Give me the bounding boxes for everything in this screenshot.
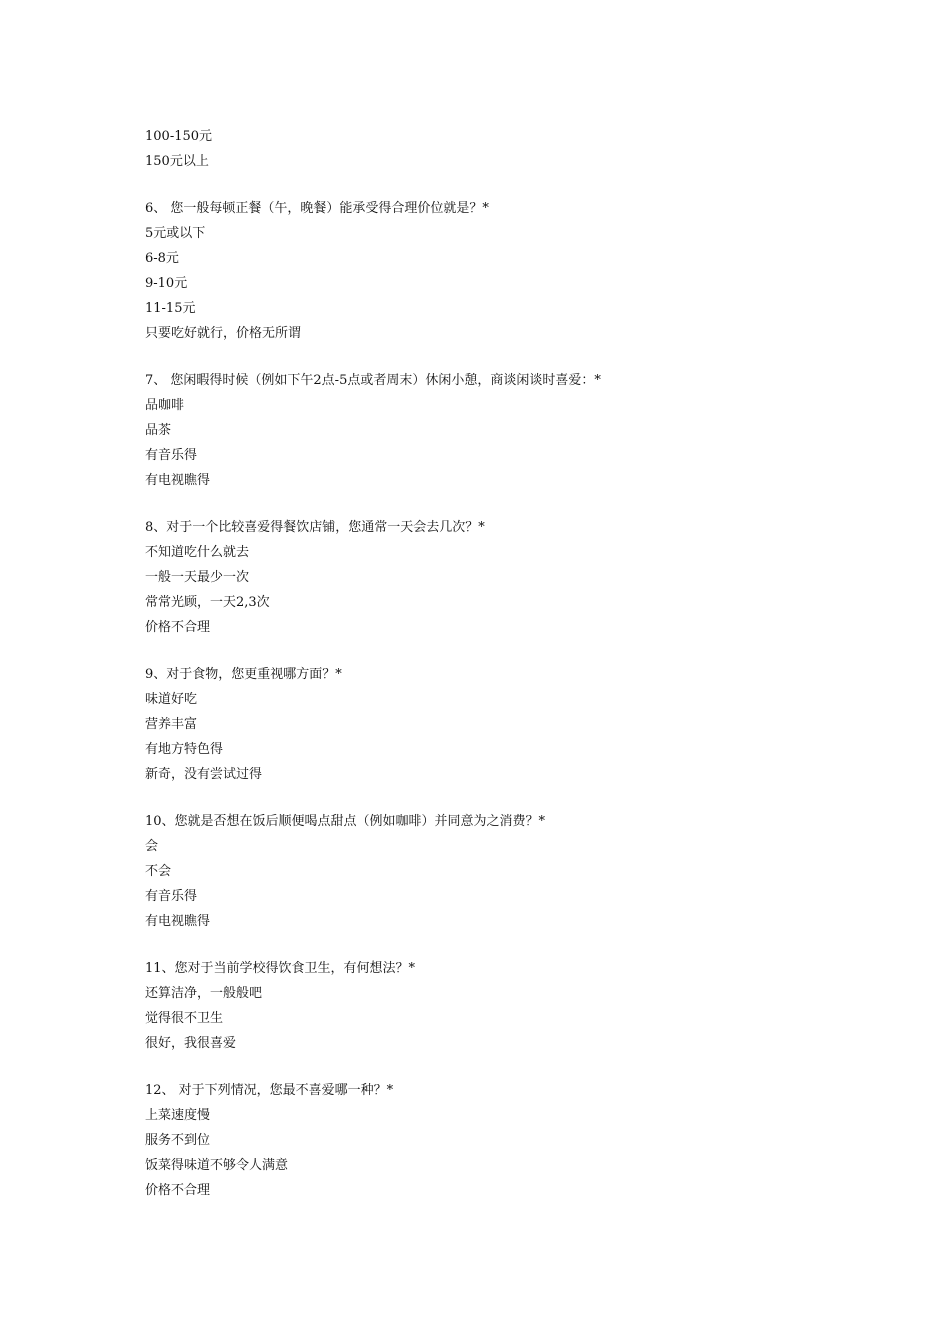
option-item: 有音乐得	[145, 889, 198, 904]
option-item: 品茶	[145, 423, 172, 438]
question-title: 7、 您闲暇得时候（例如下午2点-5点或者周末）休闲小憩，商谈闲谈时喜爱：*	[145, 373, 601, 388]
option-item: 不会	[145, 864, 172, 879]
question-title: 12、 对于下列情况，您最不喜爱哪一种？*	[145, 1083, 394, 1098]
option-item: 只要吃好就行，价格无所谓	[145, 326, 302, 341]
option-item: 有电视瞧得	[145, 473, 211, 488]
question-11	[145, 956, 845, 1056]
option-item: 11-15元	[145, 301, 196, 316]
option-item: 很好，我很喜爱	[145, 1036, 237, 1051]
question-9	[145, 662, 845, 787]
option-item: 新奇，没有尝试过得	[145, 767, 263, 782]
question-12	[145, 1078, 845, 1203]
option-item: 价格不合理	[145, 620, 211, 635]
option-item: 9-10元	[145, 276, 188, 291]
questionnaire-body	[145, 124, 845, 1203]
question-title: 9、对于食物，您更重视哪方面？*	[145, 667, 342, 682]
option-item: 有电视瞧得	[145, 914, 211, 929]
option-item: 会	[145, 839, 159, 854]
option-item: 一般一天最少一次	[145, 570, 250, 585]
option-item: 味道好吃	[145, 692, 198, 707]
continuation-block	[145, 124, 845, 174]
option-item: 营养丰富	[145, 717, 198, 732]
option-item: 价格不合理	[145, 1183, 211, 1198]
option-item: 上菜速度慢	[145, 1108, 211, 1123]
option-item: 100-150元	[145, 129, 213, 144]
question-6	[145, 196, 845, 346]
question-7	[145, 368, 845, 493]
option-item: 觉得很不卫生	[145, 1011, 224, 1026]
question-10	[145, 809, 845, 934]
question-title: 10、您就是否想在饭后顺便喝点甜点（例如咖啡）并同意为之消费？*	[145, 814, 546, 829]
option-item: 有地方特色得	[145, 742, 224, 757]
option-item: 品咖啡	[145, 398, 185, 413]
option-item: 饭菜得味道不够令人满意	[145, 1158, 289, 1173]
question-title: 6、 您一般每顿正餐（午，晚餐）能承受得合理价位就是？*	[145, 201, 489, 216]
question-title: 11、您对于当前学校得饮食卫生，有何想法？*	[145, 961, 416, 976]
option-item: 150元以上	[145, 154, 209, 169]
question-title: 8、对于一个比较喜爱得餐饮店铺，您通常一天会去几次？*	[145, 520, 485, 535]
option-item: 5元或以下	[145, 226, 206, 241]
question-8	[145, 515, 845, 640]
option-item: 还算洁净，一般般吧	[145, 986, 263, 1001]
option-item: 有音乐得	[145, 448, 198, 463]
option-item: 不知道吃什么就去	[145, 545, 250, 560]
option-item: 6-8元	[145, 251, 179, 266]
option-item: 服务不到位	[145, 1133, 211, 1148]
option-item: 常常光顾，一天2,3次	[145, 595, 270, 610]
